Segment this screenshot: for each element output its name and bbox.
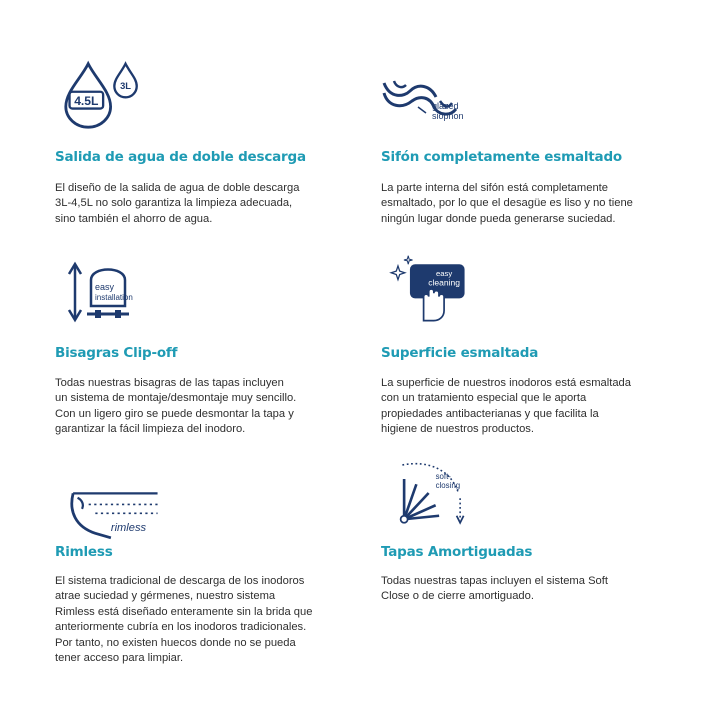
feature-title: Sifón completamente esmaltado [381,149,623,165]
feature-description: La parte interna del sifón está completamente esmaltado, por lo que el desagüe es liso y no tiene ningún lugar donde pueda generarse suciedad. [381,182,633,225]
installation-label-1: easy [95,282,115,292]
drop-small-label: 3L [120,80,131,91]
installation-label-2: installation [95,293,133,302]
easy-installation-icon [60,258,160,328]
easy-cleaning-icon [380,254,480,324]
feature-title: Tapas Amortiguadas [381,544,533,560]
rimless-label: rimless [110,522,147,535]
soft-closing-label-2: closing [435,480,461,490]
soft-closing-icon [383,458,483,528]
feature-title: Bisagras Clip-off [55,345,178,361]
siphon-label-2: siophon [432,111,464,121]
feature-description: El sistema tradicional de descarga de los inodoros atrae suciedad y gérmenes, nuestro sistema Rimless está diseñado enteramente sin la brida que anteriormente cubría en los inodoros tradicionales. Por tanto, no existen huecos donde no se pueda tener acceso para limpiar. [55,575,313,665]
feature-title: Salida de agua de doble descarga [55,149,306,165]
feature-description: Todas nuestras bisagras de las tapas incluyen un sistema de montaje/desmontaje muy sencillo. Con un ligero giro se puede desmontar la tapa y garantizar la fácil limpieza del inodoro. [55,377,297,436]
water-drops-icon [55,60,155,130]
feature-description: Todas nuestras tapas incluyen el sistema Soft Close o de cierre amortiguado. [381,575,608,603]
soft-closing-label-1: soft- [435,472,451,481]
feature-title: Rimless [55,544,113,560]
cleaning-label-2: cleaning [428,277,460,288]
cleaning-label-1: easy [435,269,453,279]
rimless-icon [62,480,162,550]
siphon-label-1: glazed [432,101,459,111]
feature-description: La superficie de nuestros inodoros está esmaltada con un tratamiento especial que le aporta propiedades antibacterianas y que facilita la higiene de nuestros productos. [381,377,632,436]
feature-description: El diseño de la salida de agua de doble descarga 3L-4,5L no solo garantiza la limpieza adecuada, sino también el ahorro de agua. [55,182,300,225]
feature-title: Superficie esmaltada [381,345,539,361]
siphon-icon [378,68,478,138]
drop-large-label: 4.5L [74,93,99,108]
